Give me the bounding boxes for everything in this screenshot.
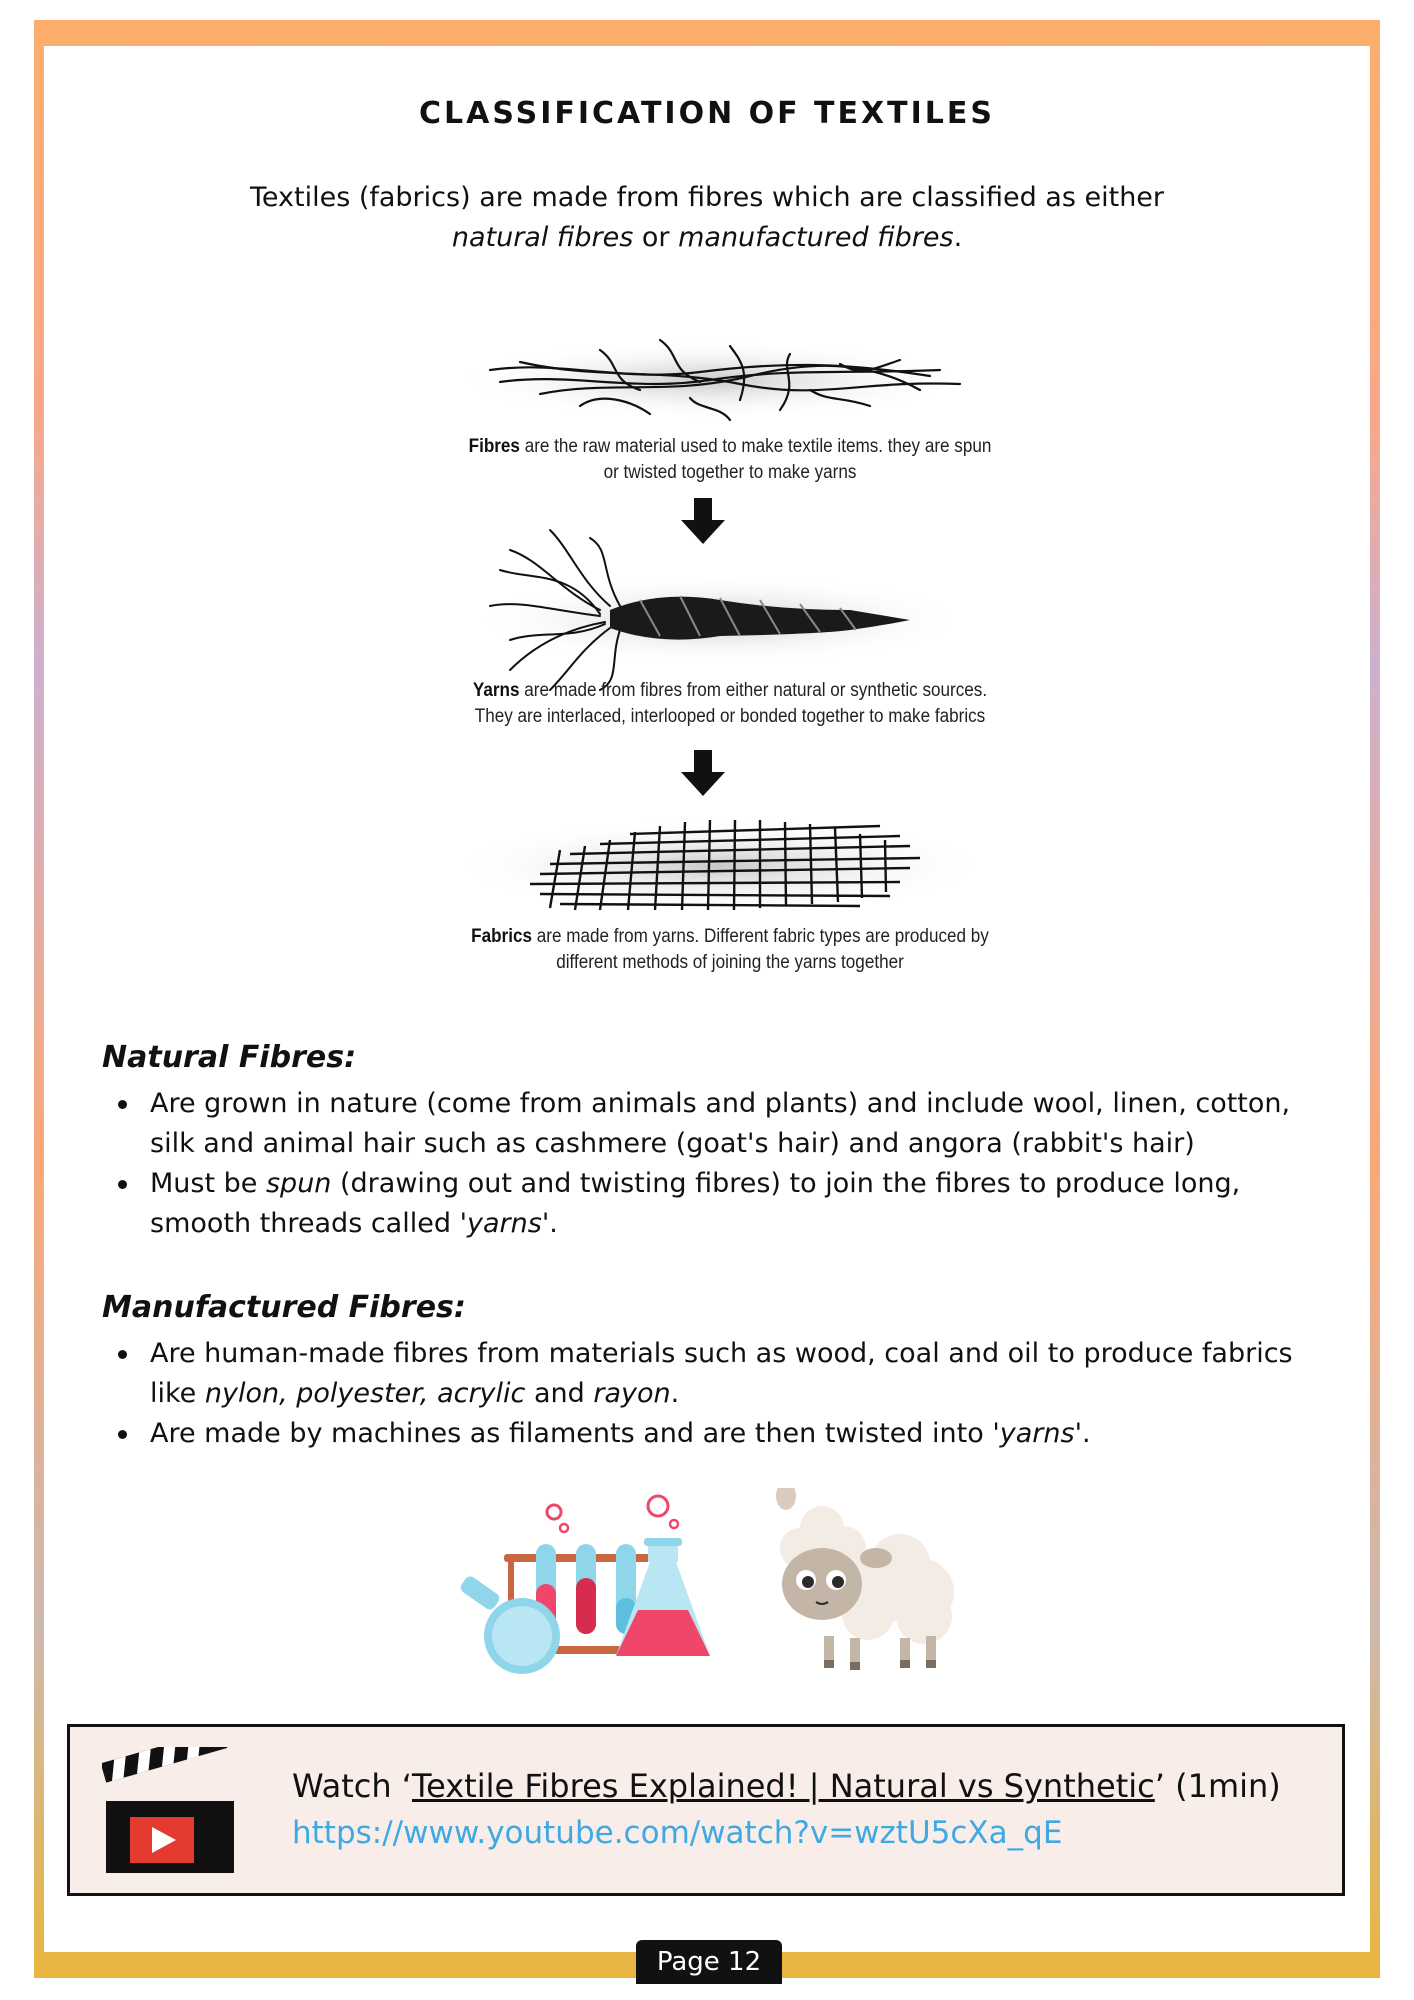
natural-fibres-heading: Natural Fibres: <box>102 1040 357 1075</box>
fibres-caption-term: Fibres <box>468 436 520 457</box>
yarns-caption-term: Yarns <box>472 680 520 701</box>
video-duration: ’ (1min) <box>1154 1767 1281 1805</box>
fabrics-caption-line-2: different methods of joining the yarns together <box>556 952 904 973</box>
fibres-caption <box>433 434 1027 486</box>
video-title-line <box>292 1767 1281 1805</box>
manufactured-b2-end: '. <box>1074 1418 1091 1449</box>
clapperboard-icon <box>102 1747 238 1877</box>
illustration-row <box>460 1488 980 1692</box>
arrow-down-icon <box>681 498 725 544</box>
spun-term: spun <box>265 1168 332 1199</box>
intro-line-1: Textiles (fabrics) are made from fibres which are classified as either <box>249 182 1165 213</box>
manufactured-b1-end: . <box>670 1378 680 1409</box>
yarns-illustration <box>470 530 970 690</box>
natural-fibres-list <box>102 1084 1342 1244</box>
list-item <box>102 1414 1342 1454</box>
intro-line-2 <box>180 218 1234 258</box>
fabric-illustration <box>450 818 990 914</box>
list-item <box>102 1164 1342 1244</box>
natural-b2-end: '. <box>541 1208 558 1239</box>
sheep-icon <box>776 1488 954 1670</box>
manufactured-fibres-list <box>102 1334 1342 1454</box>
page-title: CLASSIFICATION OF TEXTILES <box>419 96 995 131</box>
rayon-term: rayon <box>593 1378 671 1409</box>
intro-text <box>180 178 1234 258</box>
fibres-illustration <box>450 340 970 420</box>
video-callout <box>67 1724 1345 1896</box>
natural-b2-pre: Must be <box>150 1168 266 1199</box>
natural-b2-mid: (drawing out and twisting fibres) to join the fibres to produce long, smooth threads called ' <box>150 1168 1241 1239</box>
manufactured-fibres-term: manufactured fibres <box>678 222 954 253</box>
manufactured-fibres-heading: Manufactured Fibres: <box>102 1290 466 1325</box>
synthetic-examples: nylon, polyester, acrylic <box>204 1378 526 1409</box>
fibres-caption-line-1: are the raw material used to make textile items. they are spun <box>519 436 992 457</box>
watch-label: Watch ‘ <box>292 1767 412 1805</box>
fabrics-caption <box>433 924 1027 976</box>
intro-or: or <box>633 222 679 253</box>
diagram-graphics <box>400 310 1060 990</box>
yarns-caption-line-1: are made from fibres from either natural or synthetic sources. <box>519 680 988 701</box>
video-url-link[interactable]: https://www.youtube.com/watch?v=wztU5cXa_qE <box>292 1815 1063 1851</box>
yarns-term: yarns <box>467 1208 542 1239</box>
page-number: Page 12 <box>636 1940 782 1984</box>
fabrics-caption-line-1: are made from yarns. Different fabric types are produced by <box>531 926 989 947</box>
manufactured-b1-pre: Are human-made fibres from materials such as wood, coal and oil to produce fabrics like <box>150 1338 1293 1409</box>
manufactured-b2-pre: Are made by machines as filaments and are then twisted into ' <box>150 1418 1000 1449</box>
yarns-caption <box>433 678 1027 730</box>
manufactured-b1-and: and <box>525 1378 594 1409</box>
fabrics-caption-term: Fabrics <box>471 926 532 947</box>
yarns-term: yarns <box>999 1418 1075 1449</box>
fibre-yarn-fabric-diagram <box>400 310 1060 990</box>
video-title-link[interactable]: Textile Fibres Explained! | Natural vs Synthetic <box>411 1767 1155 1805</box>
list-item <box>102 1334 1342 1414</box>
lab-glassware-icon <box>460 1488 980 1688</box>
yarns-caption-line-2: They are interlaced, interlooped or bonded together to make fabrics <box>474 706 986 727</box>
natural-fibres-term: natural fibres <box>451 222 634 253</box>
list-item: Are grown in nature (come from animals and plants) and include wool, linen, cotton, silk and animal hair such as cashmere (goat's hair) and angora (rabbit's hair) <box>102 1084 1342 1164</box>
arrow-down-icon <box>681 750 725 796</box>
intro-end: . <box>953 222 963 253</box>
fibres-caption-line-2: or twisted together to make yarns <box>603 462 857 483</box>
